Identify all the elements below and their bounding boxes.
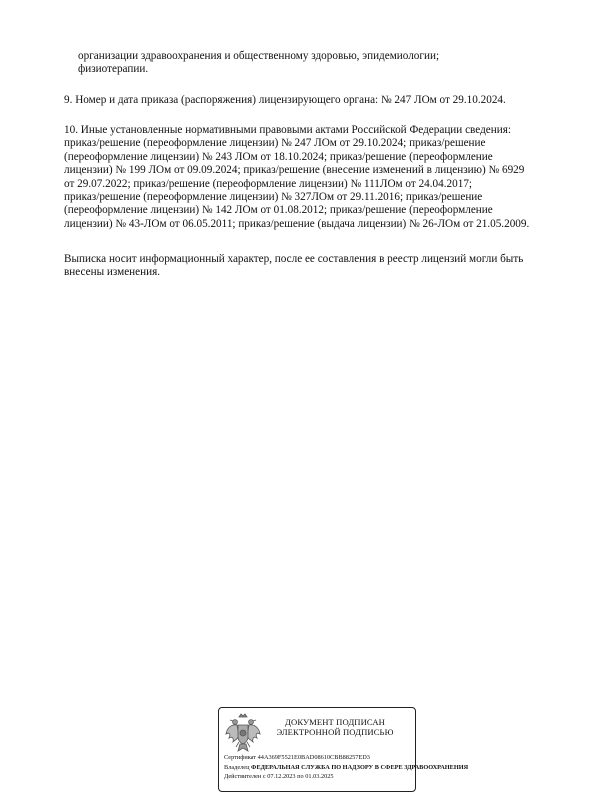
text-line: Выписка носит информационный характер, после ее составления в реестр лицензий могли быть	[64, 253, 524, 265]
stamp-details	[224, 753, 468, 782]
certificate-line	[224, 753, 468, 763]
text-line: лицензии) № 43-ЛОм от 06.05.2011; приказ/решение (выдача лицензии) № 26-ЛОм от 21.05.2009.	[64, 217, 530, 230]
text-line: от 29.07.2022; приказ/решение (переоформление лицензии) № 111ЛОм от 24.04.2017;	[64, 177, 473, 190]
text-line: внесены изменения.	[64, 266, 161, 279]
paragraph-order-number	[64, 94, 574, 107]
text-line: приказ/решение (переоформление лицензии) № 247 ЛОм от 29.10.2024; приказ/решение	[64, 137, 486, 150]
text-line: организации здравоохранения и общественному здоровью, эпидемиологии;	[78, 50, 440, 62]
owner-line	[224, 763, 468, 773]
electronic-signature-stamp	[218, 707, 469, 792]
paragraph-other-info	[64, 124, 574, 231]
text-line: приказ/решение (переоформление лицензии) № 327ЛОм от 29.11.2016; приказ/решение	[64, 191, 483, 204]
certificate-value: 44A369F5521E0BAD08610CBB88257ED3	[257, 754, 370, 761]
text-line: физиотерапии.	[78, 63, 149, 76]
validity-line: Действителен с 07.12.2023 по 01.03.2025	[224, 773, 334, 781]
text-line: 9. Номер и дата приказа (распоряжения) лицензирующего органа: № 247 ЛОм от 29.10.2024.	[64, 94, 506, 106]
owner-value: ФЕДЕРАЛЬНАЯ СЛУЖБА ПО НАДЗОРУ В СФЕРЕ ЗДРАВООХРАНЕНИЯ	[251, 763, 469, 771]
double-headed-eagle-emblem-icon	[225, 712, 261, 756]
stamp-title-line: ДОКУМЕНТ ПОДПИСАН	[285, 717, 385, 727]
text-line: 10. Иные установленные нормативными правовыми актами Российской Федерации сведения:	[64, 124, 511, 136]
stamp-title-line: ЭЛЕКТРОННОЙ ПОДПИСЬЮ	[276, 727, 394, 738]
text-line: (переоформление лицензии) № 142 ЛОм от 01.08.2012; приказ/решение (переоформление	[64, 204, 493, 217]
paragraph-disclaimer	[64, 253, 574, 280]
text-line: лицензии) № 199 ЛОм от 09.09.2024; приказ/решение (внесение изменений в лицензию) № 6929	[64, 164, 525, 177]
owner-label: Владелец	[224, 763, 250, 771]
certificate-label: Сертификат	[224, 754, 257, 761]
paragraph-activities-continuation	[78, 50, 588, 77]
text-line: (переоформление лицензии) № 243 ЛОм от 18.10.2024; приказ/решение (переоформление	[64, 150, 493, 163]
stamp-title	[265, 717, 405, 738]
